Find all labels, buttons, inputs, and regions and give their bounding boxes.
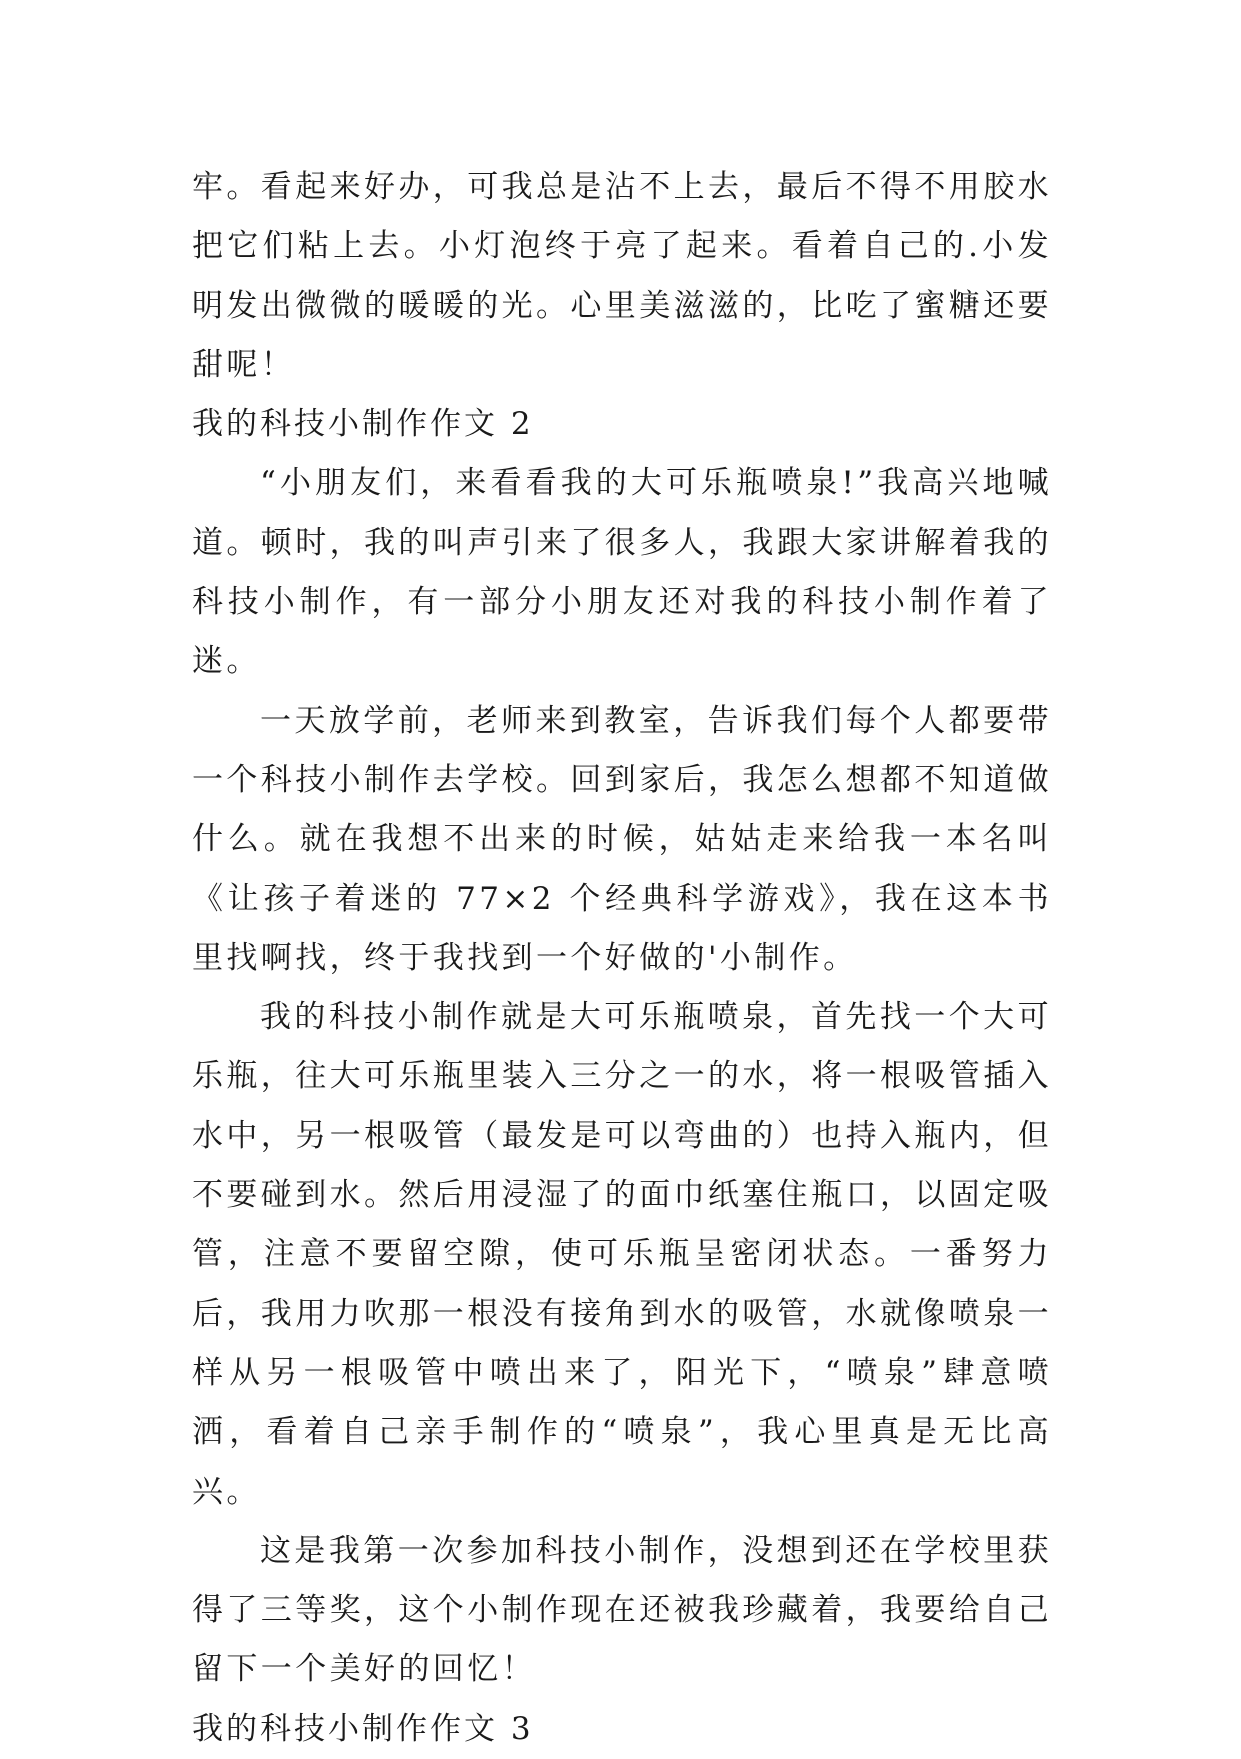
paragraph-continued: 牢。看起来好办，可我总是沾不上去，最后不得不用胶水把它们粘上去。小灯泡终于亮了起来。看着自己的.小发明发出微微的暖暖的光。心里美滋滋的，比吃了蜜糖还要甜呢！ xyxy=(192,169,1052,383)
paragraph-assignment: 一天放学前，老师来到教室，告诉我们每个人都要带一个科技小制作去学校。回到家后，我怎么想都不知道做什么。就在我想不出来的时候，姑姑走来给我一本名叫《让孩子着迷的 77×2 个经典科学游戏》，我在这本书里找啊找，终于我找到一个好做的'小制作。 xyxy=(192,702,1052,976)
essay-heading-2: 我的科技小制作作文 2 xyxy=(192,406,534,443)
essay-body xyxy=(192,158,1052,1759)
essay-heading-3: 我的科技小制作作文 3 xyxy=(192,1710,534,1747)
paragraph-conclusion: 这是我第一次参加科技小制作，没想到还在学校里获得了三等奖，这个小制作现在还被我珍藏着，我要给自己留下一个美好的回忆！ xyxy=(192,1532,1052,1688)
paragraph-instructions: 我的科技小制作就是大可乐瓶喷泉，首先找一个大可乐瓶，往大可乐瓶里装入三分之一的水，将一根吸管插入水中，另一根吸管（最发是可以弯曲的）也持入瓶内，但不要碰到水。然后用浸湿了的面巾纸塞住瓶口，以固定吸管，注意不要留空隙，使可乐瓶呈密闭状态。一番努力后，我用力吹那一根没有接角到水的吸管，水就像喷泉一样从另一根吸管中喷出来了，阳光下，“喷泉”肆意喷洒，看着自己亲手制作的“喷泉”，我心里真是无比高兴。 xyxy=(192,999,1052,1510)
paragraph-fountain-intro: “小朋友们，来看看我的大可乐瓶喷泉!”我高兴地喊道。顿时，我的叫声引来了很多人，我跟大家讲解着我的科技小制作，有一部分小朋友还对我的科技小制作着了迷。 xyxy=(192,465,1052,680)
